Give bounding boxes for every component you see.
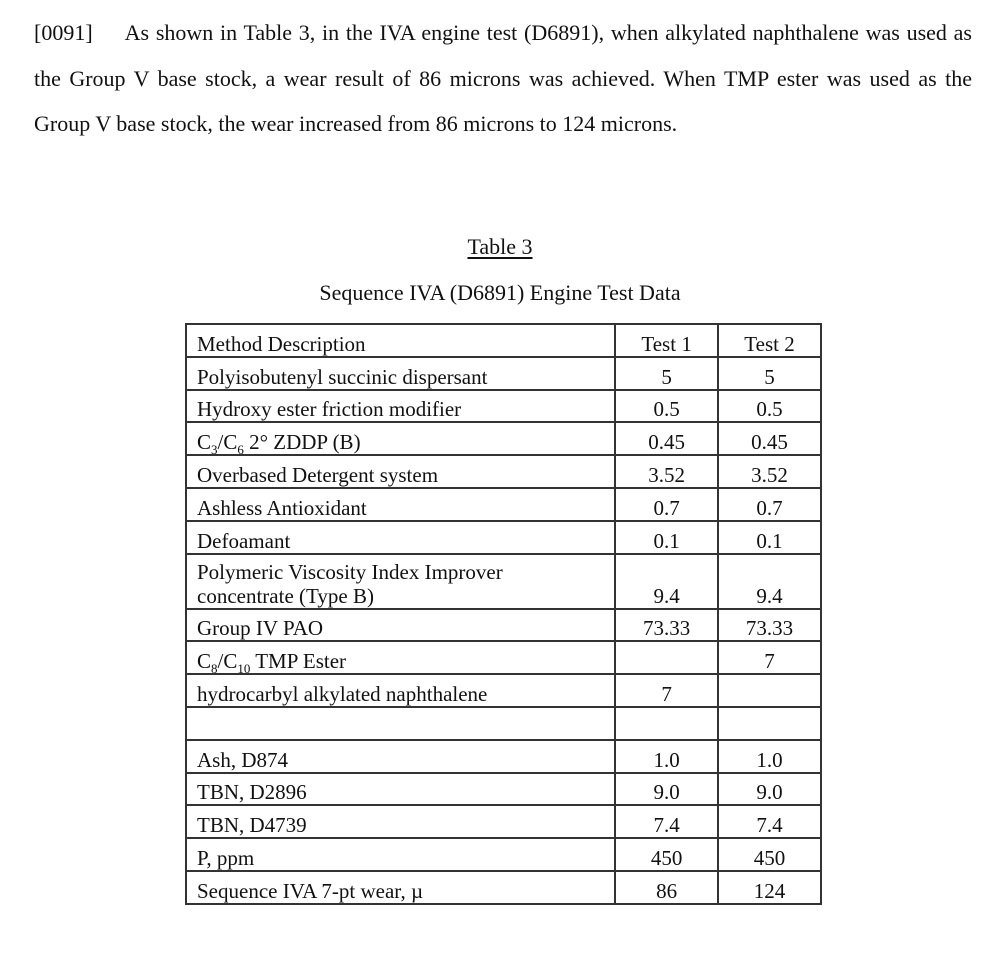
table-row — [186, 390, 821, 423]
row-desc: Defoamant — [186, 521, 615, 554]
row-test-2: 450 — [718, 838, 821, 871]
table-row — [186, 455, 821, 488]
row-test-1: 0.45 — [615, 422, 718, 455]
row-test-1: 86 — [615, 871, 718, 904]
table-row — [186, 609, 821, 642]
row-test-1: 7 — [615, 674, 718, 707]
row-test-1: 1.0 — [615, 740, 718, 773]
row-desc — [186, 707, 615, 740]
row-test-2 — [718, 707, 821, 740]
row-test-2: 1.0 — [718, 740, 821, 773]
row-desc: P, ppm — [186, 838, 615, 871]
row-test-2: 7.4 — [718, 805, 821, 838]
row-desc: Group IV PAO — [186, 609, 615, 642]
row-test-1: 0.7 — [615, 488, 718, 521]
row-desc: $C_3/C_6$ 2° ZDDP (B) — [186, 422, 615, 455]
table-row — [186, 422, 821, 455]
row-test-2: 9.0 — [718, 773, 821, 806]
row-desc: TBN, D4739 — [186, 805, 615, 838]
row-test-2: 124 — [718, 871, 821, 904]
row-test-1: 0.5 — [615, 390, 718, 423]
header-test-2: Test 2 — [718, 324, 821, 357]
row-test-2: 7 — [718, 641, 821, 674]
row-test-1: 450 — [615, 838, 718, 871]
table-row — [186, 674, 821, 707]
row-test-2: 0.1 — [718, 521, 821, 554]
table-header-row — [186, 324, 821, 357]
table-row — [186, 805, 821, 838]
row-test-2: 3.52 — [718, 455, 821, 488]
table-row — [186, 641, 821, 674]
row-test-1: 73.33 — [615, 609, 718, 642]
row-desc: Hydroxy ester friction modifier — [186, 390, 615, 423]
table-row — [186, 838, 821, 871]
row-test-1 — [615, 641, 718, 674]
paragraph-text: As shown in Table 3, in the IVA engine test (D6891), when alkylated naphthalene was used as the Group V base stock, a wear result of 86 microns was achieved. When TMP ester was used as the Group V base stock, the wear increased from 86 microns to 124 microns. — [34, 20, 972, 136]
row-test-1: 5 — [615, 357, 718, 390]
table-row-blank — [186, 707, 821, 740]
table-row — [186, 554, 821, 609]
row-test-2: 9.4 — [718, 554, 821, 609]
table-row — [186, 488, 821, 521]
header-test-1: Test 1 — [615, 324, 718, 357]
row-desc: Overbased Detergent system — [186, 455, 615, 488]
row-desc: hydrocarbyl alkylated naphthalene — [186, 674, 615, 707]
row-test-1: 9.4 — [615, 554, 718, 609]
row-desc: Polyisobutenyl succinic dispersant — [186, 357, 615, 390]
row-desc: TBN, D2896 — [186, 773, 615, 806]
row-test-2 — [718, 674, 821, 707]
table-row — [186, 773, 821, 806]
header-method-description: Method Description — [186, 324, 615, 357]
row-test-1: 0.1 — [615, 521, 718, 554]
table-caption: Table 3 — [467, 234, 533, 259]
row-test-2: 0.45 — [718, 422, 821, 455]
row-test-2: 0.5 — [718, 390, 821, 423]
row-desc: Ash, D874 — [186, 740, 615, 773]
paragraph-0091 — [34, 10, 972, 147]
row-test-2: 73.33 — [718, 609, 821, 642]
table-title: Sequence IVA (D6891) Engine Test Data — [319, 280, 681, 305]
row-test-1 — [615, 707, 718, 740]
table-row — [186, 740, 821, 773]
table-row — [186, 357, 821, 390]
paragraph-number: [0091] — [34, 20, 93, 45]
table-row — [186, 521, 821, 554]
row-test-1: 9.0 — [615, 773, 718, 806]
row-test-2: 5 — [718, 357, 821, 390]
row-test-2: 0.7 — [718, 488, 821, 521]
engine-test-table — [185, 323, 822, 905]
row-desc: Polymeric Viscosity Index Improver concentrate (Type B) — [186, 554, 615, 609]
table-row — [186, 871, 821, 904]
row-desc: Ashless Antioxidant — [186, 488, 615, 521]
row-test-1: 7.4 — [615, 805, 718, 838]
row-desc: $C_8/C_{10}$ TMP Ester — [186, 641, 615, 674]
row-test-1: 3.52 — [615, 455, 718, 488]
row-desc: Sequence IVA 7-pt wear, µ — [186, 871, 615, 904]
